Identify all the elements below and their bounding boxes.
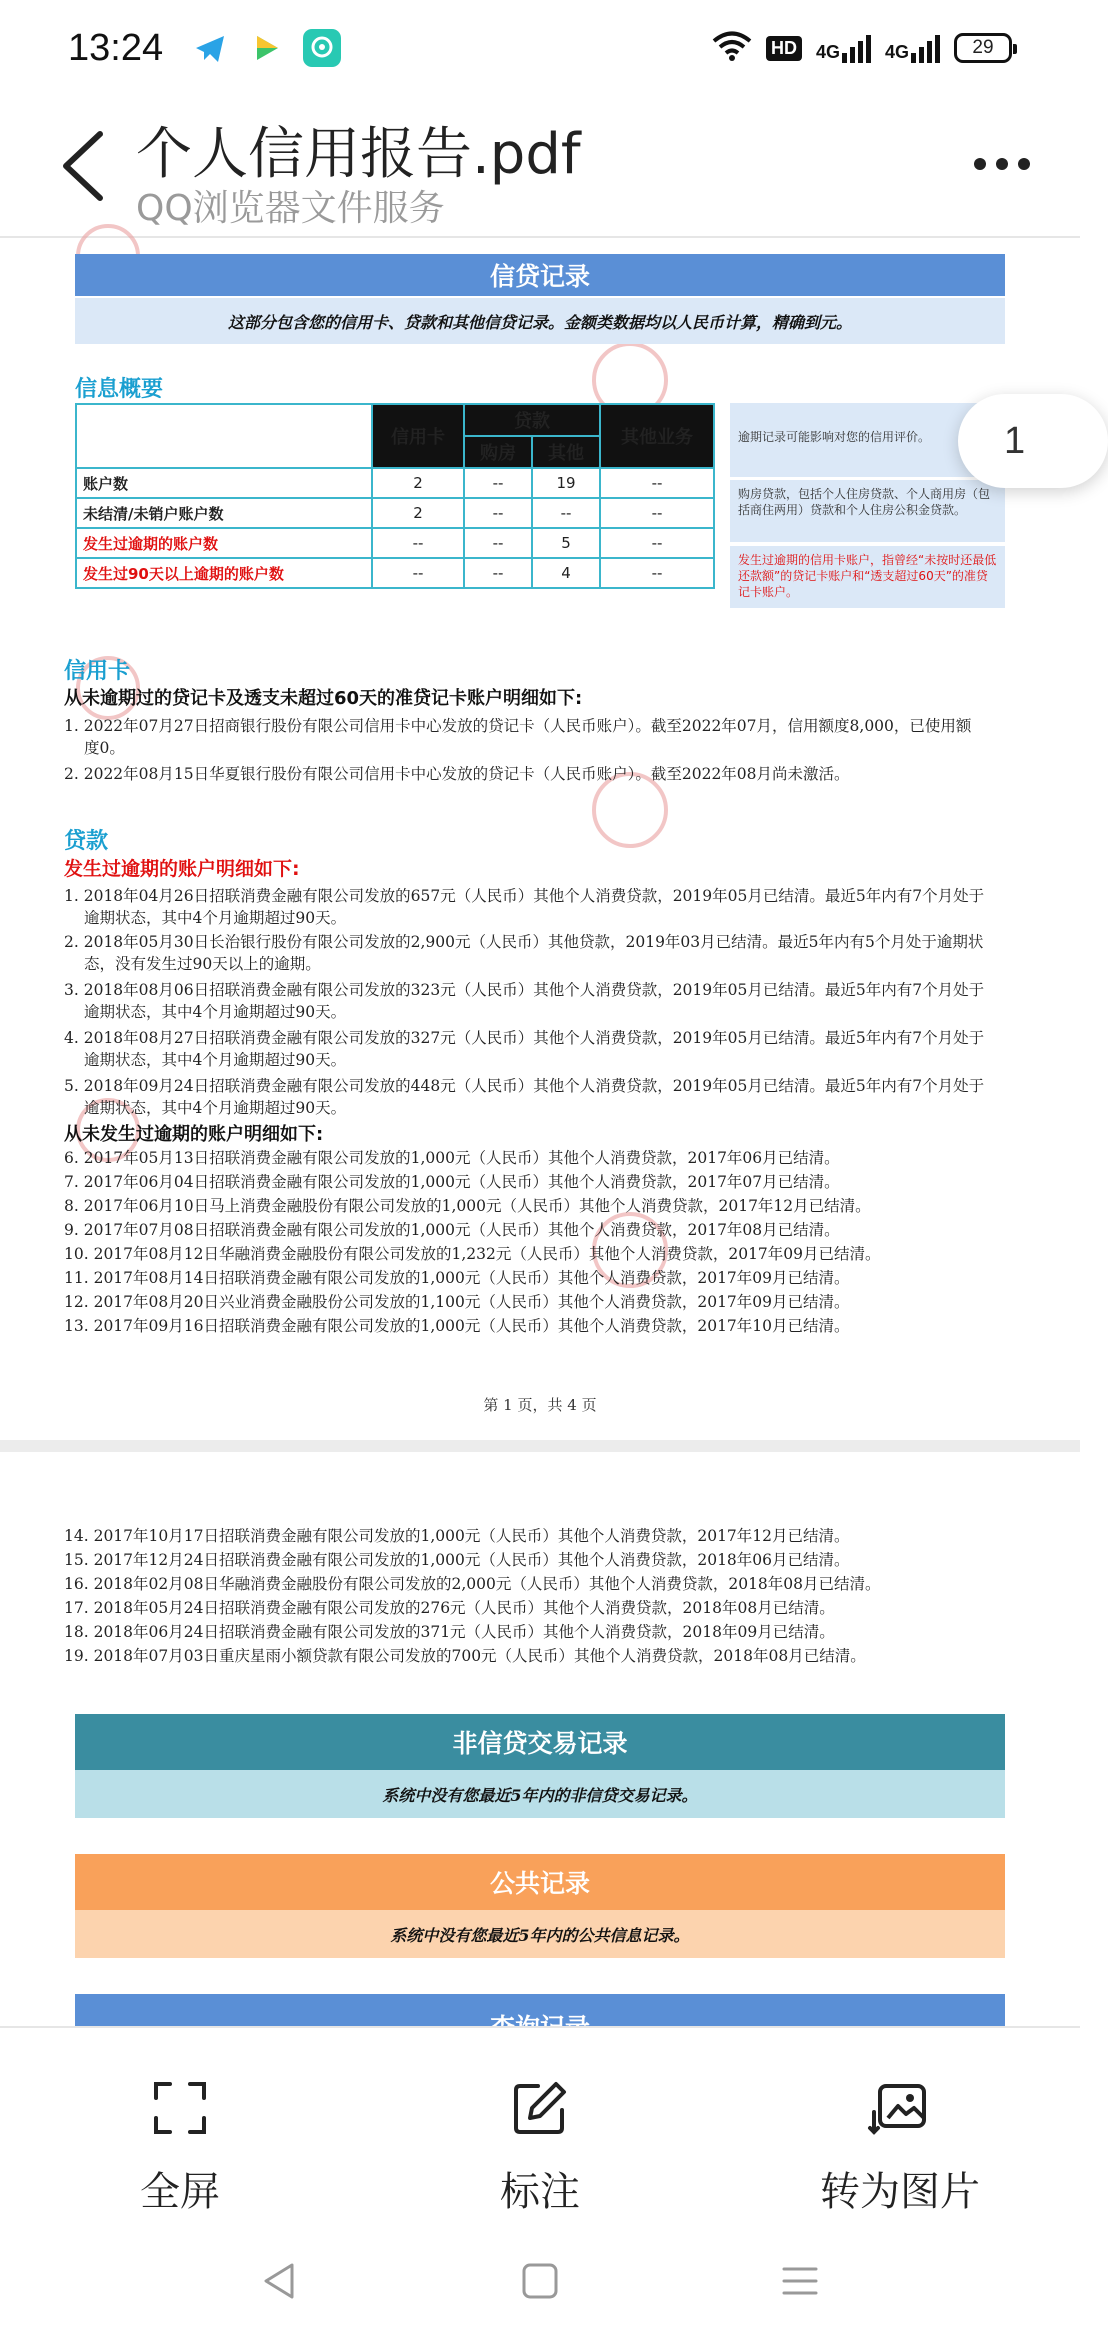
list-item: 4. 2018年08月27日招联消费金融有限公司发放的327元（人民币）其他个人消费贷款，2019年05月已结清。最近5年内有7个月处于 bbox=[64, 1029, 985, 1047]
fullscreen-button[interactable] bbox=[0, 2028, 360, 2226]
page-footer: 第 1 页，共 4 页 bbox=[483, 1396, 597, 1414]
table-row bbox=[76, 498, 714, 528]
public-record-note: 系统中没有您最近5年内的公共信息记录。 bbox=[390, 1925, 690, 1945]
cell: -- bbox=[464, 528, 532, 558]
cell: 4 bbox=[532, 558, 600, 588]
list-item: 15. 2017年12月24日招联消费金融有限公司发放的1,000元（人民币）其他个人消费贷款，2018年06月已结清。 bbox=[64, 1551, 850, 1569]
convert-to-image-button[interactable] bbox=[720, 2028, 1080, 2226]
credit-record-title: 信贷记录 bbox=[489, 262, 590, 291]
list-item: 6. 2017年05月13日招联消费金融有限公司发放的1,000元（人民币）其他个人消费贷款，2017年06月已结清。 bbox=[64, 1149, 840, 1167]
col-loan: 贷款 bbox=[464, 404, 600, 436]
list-item: 逾期状态，其中4个月逾期超过90天。 bbox=[84, 1099, 347, 1117]
hd-icon: HD bbox=[766, 36, 802, 61]
table-corner-cell bbox=[76, 404, 372, 468]
card-section-heading: 信用卡 bbox=[64, 659, 131, 684]
battery-level: 29 bbox=[972, 37, 994, 58]
fullscreen-label: 全屏 bbox=[140, 2169, 220, 2215]
list-item: 度0。 bbox=[84, 739, 125, 757]
row-label: 未结清/未销户账户数 bbox=[76, 498, 372, 528]
wifi-icon bbox=[712, 30, 752, 66]
page-indicator[interactable]: 1 bbox=[958, 394, 1108, 488]
non-credit-note-box bbox=[75, 1770, 1005, 1818]
annotate-label: 标注 bbox=[500, 2169, 580, 2215]
list-item: 17. 2018年05月24日招联消费金融有限公司发放的276元（人民币）其他个人消费贷款，2018年08月已结清。 bbox=[64, 1599, 835, 1617]
cell: -- bbox=[532, 498, 600, 528]
battery-icon bbox=[954, 33, 1012, 63]
row-label: 发生过逾期的账户数 bbox=[76, 528, 372, 558]
signal-icon-2 bbox=[885, 33, 940, 63]
convert-to-image-label: 转为图片 bbox=[820, 2169, 980, 2215]
cell: -- bbox=[600, 528, 714, 558]
nav-home-icon[interactable] bbox=[518, 2259, 562, 2307]
cell: 2 bbox=[372, 468, 464, 498]
status-indicators bbox=[712, 30, 1012, 66]
telegram-icon bbox=[191, 29, 229, 67]
list-item: 18. 2018年06月24日招联消费金融有限公司发放的371元（人民币）其他个人消费贷款，2018年09月已结清。 bbox=[64, 1623, 835, 1641]
bottom-toolbar bbox=[0, 2026, 1080, 2226]
credit-record-band bbox=[75, 254, 1005, 296]
side-note: 购房贷款，包括个人住房贷款、个人商用房（包括商住两用）贷款和个人住房公积金贷款。 bbox=[730, 480, 1005, 542]
nav-back-icon[interactable] bbox=[258, 2259, 302, 2307]
page-separator bbox=[0, 1440, 1080, 1452]
image-convert-icon bbox=[870, 2078, 930, 2138]
cell: -- bbox=[600, 498, 714, 528]
overdue-heading: 发生过逾期的账户明细如下: bbox=[64, 858, 300, 880]
more-options-button[interactable] bbox=[974, 158, 1030, 170]
file-header bbox=[0, 96, 1080, 238]
list-item: 2. 2022年08月15日华夏银行股份有限公司信用卡中心发放的贷记卡（人民币账户）。截至2022年08月尚未激活。 bbox=[64, 765, 850, 783]
list-item: 13. 2017年09月16日招联消费金融有限公司发放的1,000元（人民币）其他个人消费贷款，2017年10月已结清。 bbox=[64, 1317, 850, 1335]
summary-heading: 信息概要 bbox=[75, 377, 164, 402]
status-app-icons bbox=[191, 29, 341, 67]
list-item: 2. 2018年05月30日长治银行股份有限公司发放的2,900元（人民币）其他贷款，2019年03月已结清。最近5年内有5个月处于逾期状 bbox=[64, 933, 984, 951]
list-item: 5. 2018年09月24日招联消费金融有限公司发放的448元（人民币）其他个人消费贷款，2019年05月已结清。最近5年内有7个月处于 bbox=[64, 1077, 985, 1095]
credit-record-note: 这部分包含您的信用卡、贷款和其他信贷记录。金额类数据均以人民币计算，精确到元。 bbox=[227, 312, 852, 332]
back-button[interactable] bbox=[56, 128, 116, 204]
signal-icon bbox=[816, 33, 871, 63]
file-title: 个人信用报告.pdf bbox=[136, 122, 581, 187]
edit-icon bbox=[510, 2078, 570, 2138]
no-overdue-heading: 从未发生过逾期的账户明细如下: bbox=[64, 1124, 324, 1145]
list-item: 态，没有发生过90天以上的逾期。 bbox=[84, 955, 321, 973]
video-app-icon bbox=[247, 29, 285, 67]
col-card: 信用卡 bbox=[372, 404, 464, 468]
non-credit-note: 系统中没有您最近5年内的非信贷交易记录。 bbox=[382, 1785, 698, 1805]
col-house: 购房 bbox=[464, 436, 532, 468]
list-item: 19. 2018年07月03日重庆星雨小额贷款有限公司发放的700元（人民币）其他个人消费贷款，2018年08月已结清。 bbox=[64, 1647, 866, 1665]
list-item: 3. 2018年08月06日招联消费金融有限公司发放的323元（人民币）其他个人消费贷款，2019年05月已结清。最近5年内有7个月处于 bbox=[64, 981, 985, 999]
system-nav-bar bbox=[0, 2226, 1080, 2340]
non-credit-title: 非信贷交易记录 bbox=[452, 1729, 628, 1758]
list-item: 1. 2022年07月27日招商银行股份有限公司信用卡中心发放的贷记卡（人民币账户）。截至2022年07月，信用额度8,000，已使用额 bbox=[64, 717, 972, 735]
table-row bbox=[76, 528, 714, 558]
cell: 2 bbox=[372, 498, 464, 528]
cell: -- bbox=[464, 468, 532, 498]
list-item: 12. 2017年08月20日兴业消费金融股份公司发放的1,100元（人民币）其他个人消费贷款，2017年09月已结清。 bbox=[64, 1293, 850, 1311]
cell: -- bbox=[372, 528, 464, 558]
status-time: 13:24 bbox=[68, 26, 164, 69]
list-item: 逾期状态，其中4个月逾期超过90天。 bbox=[84, 1051, 347, 1069]
col-other: 其他 bbox=[532, 436, 600, 468]
loan-section-heading: 贷款 bbox=[64, 829, 109, 854]
list-item: 8. 2017年06月10日马上消费金融股份有限公司发放的1,000元（人民币）其他个人消费贷款，2017年12月已结清。 bbox=[64, 1197, 871, 1215]
cell: -- bbox=[372, 558, 464, 588]
side-note: 逾期记录可能影响对您的信用评价。 bbox=[730, 403, 1005, 477]
list-item: 逾期状态，其中4个月逾期超过90天。 bbox=[84, 909, 347, 927]
side-note: 发生过逾期的信用卡账户，指曾经“未按时还最低还款额”的贷记卡账户和“透支超过60天”的准贷记卡账户。 bbox=[730, 546, 1005, 608]
row-label: 发生过90天以上逾期的账户数 bbox=[76, 558, 372, 588]
card-section-subtitle: 从未逾期过的贷记卡及透支未超过60天的准贷记卡账户明细如下: bbox=[64, 688, 583, 709]
list-item: 逾期状态，其中4个月逾期超过90天。 bbox=[84, 1003, 347, 1021]
row-label: 账户数 bbox=[76, 468, 372, 498]
annotate-button[interactable] bbox=[360, 2028, 720, 2226]
cell: -- bbox=[600, 558, 714, 588]
cell: 19 bbox=[532, 468, 600, 498]
network-type-2: 4G bbox=[884, 42, 909, 62]
list-item: 14. 2017年10月17日招联消费金融有限公司发放的1,000元（人民币）其他个人消费贷款，2017年12月已结清。 bbox=[64, 1527, 850, 1545]
summary-table bbox=[75, 403, 715, 589]
public-record-title: 公共记录 bbox=[489, 1869, 590, 1898]
list-item: 7. 2017年06月04日招联消费金融有限公司发放的1,000元（人民币）其他个人消费贷款，2017年07月已结清。 bbox=[64, 1173, 840, 1191]
col-other-biz: 其他业务 bbox=[600, 404, 714, 468]
fullscreen-icon bbox=[150, 2078, 210, 2138]
cell: -- bbox=[600, 468, 714, 498]
file-service-subtitle: QQ浏览器文件服务 bbox=[136, 188, 445, 229]
list-item: 10. 2017年08月12日华融消费金融股份有限公司发放的1,232元（人民币）其他个人消费贷款，2017年09月已结清。 bbox=[64, 1245, 881, 1263]
cell: 5 bbox=[532, 528, 600, 558]
nav-menu-icon[interactable] bbox=[778, 2259, 822, 2307]
public-record-note-box bbox=[75, 1910, 1005, 1958]
table-row bbox=[76, 558, 714, 588]
list-item: 9. 2017年07月08日招联消费金融有限公司发放的1,000元（人民币）其他个人消费贷款，2017年08月已结清。 bbox=[64, 1221, 840, 1239]
public-record-band bbox=[75, 1854, 1005, 1910]
cell: -- bbox=[464, 498, 532, 528]
chat-app-icon bbox=[303, 29, 341, 67]
table-row bbox=[76, 468, 714, 498]
non-credit-band bbox=[75, 1714, 1005, 1770]
list-item: 11. 2017年08月14日招联消费金融有限公司发放的1,000元（人民币）其他个人消费贷款，2017年09月已结清。 bbox=[64, 1269, 850, 1287]
network-type-1: 4G bbox=[815, 42, 840, 62]
list-item: 16. 2018年02月08日华融消费金融股份有限公司发放的2,000元（人民币）其他个人消费贷款，2018年08月已结清。 bbox=[64, 1575, 881, 1593]
pdf-document-view[interactable] bbox=[0, 240, 1080, 2026]
cell: -- bbox=[464, 558, 532, 588]
status-bar bbox=[0, 0, 1080, 96]
list-item: 1. 2018年04月26日招联消费金融有限公司发放的657元（人民币）其他个人消费贷款，2019年05月已结清。最近5年内有7个月处于 bbox=[64, 887, 985, 905]
credit-record-note-box bbox=[75, 298, 1005, 344]
